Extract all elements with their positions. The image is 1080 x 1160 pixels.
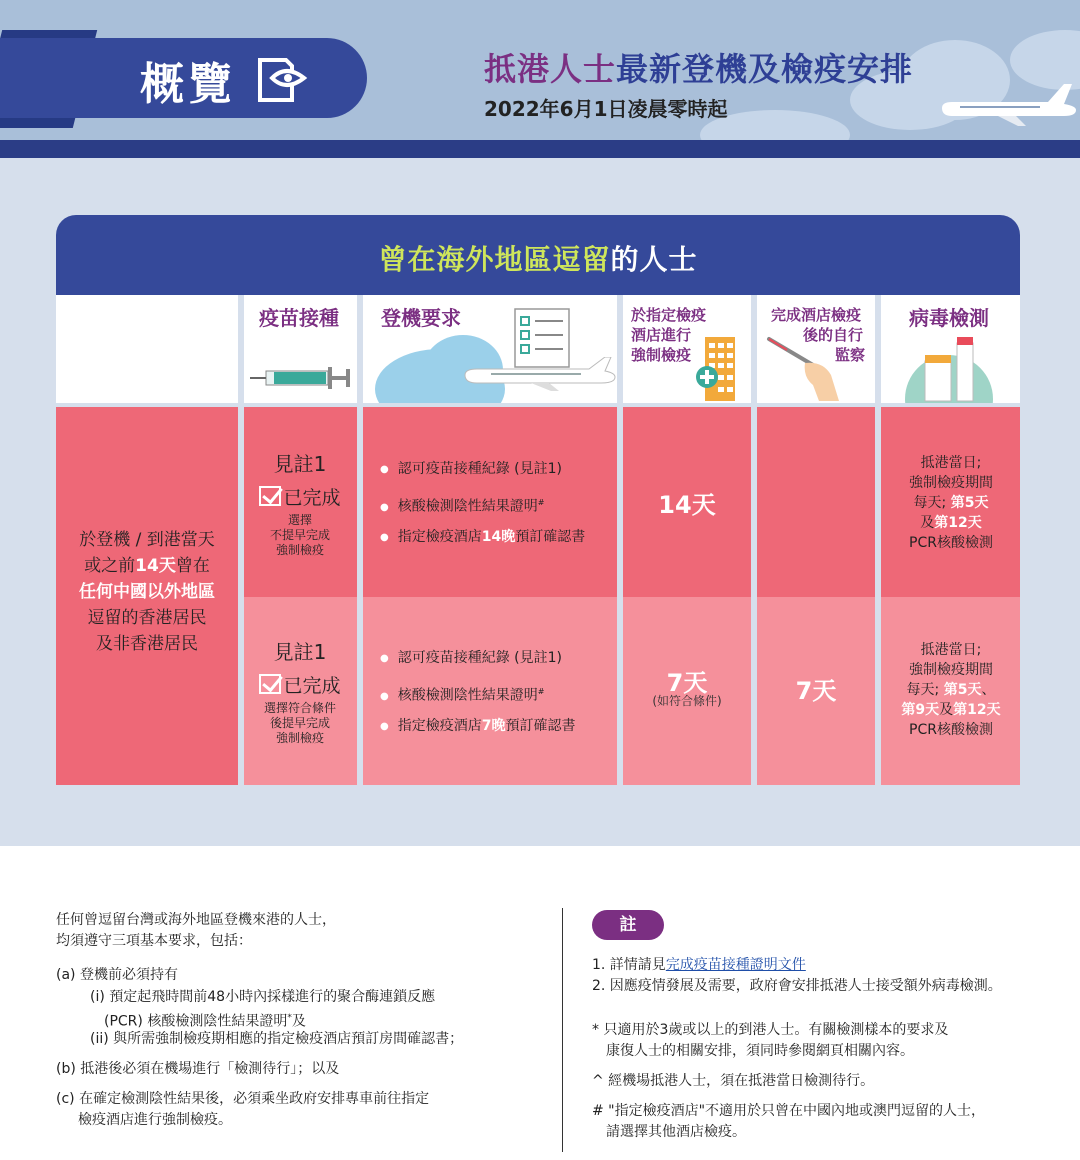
- row2-done: 已完成: [243, 671, 357, 698]
- vaccination-proof-link[interactable]: 完成疫苗接種證明文件: [665, 957, 806, 973]
- row1-done: 已完成: [243, 483, 357, 510]
- notes-label: 註: [592, 910, 664, 940]
- row1-self-cell: [757, 407, 875, 597]
- note-star-1: * 只適用於3歲或以上的到港人士。有關檢測樣本的要求及: [592, 1022, 949, 1038]
- syringe-icon: [246, 363, 354, 393]
- row1-virus-text: 抵港當日; 強制檢疫期間 每天; 第5天 及第12天 PCR核酸檢測: [909, 455, 993, 551]
- row2-hotel-condition: (如符合條件): [652, 694, 722, 708]
- note-1: 1. 詳情請見完成疫苗接種證明文件: [592, 957, 806, 973]
- hotel-building-icon: [695, 335, 741, 401]
- requirement-c-2: 檢疫酒店進行強制檢疫。: [78, 1112, 232, 1128]
- note-hash-1: # "指定檢疫酒店"不適用於只曾在中國內地或澳門逗留的人士，: [592, 1103, 986, 1119]
- requirements-intro-2: 均須遵守三項基本要求，包括：: [56, 933, 252, 949]
- table-title: 曾在海外地區逗留的人士: [378, 243, 698, 276]
- header-blank-cell: [56, 295, 238, 403]
- row2-bullet-2: ● 核酸檢測陰性結果證明#: [380, 683, 544, 706]
- requirements-intro-1: 任何曾逗留台灣或海外地區登機來港的人士，: [56, 912, 336, 928]
- column-self-label-2: 後的自行: [803, 326, 864, 344]
- row1-hotel-days: 14天: [658, 491, 716, 519]
- note-hash-2: 請選擇其他酒店檢疫。: [606, 1124, 746, 1140]
- column-hotel-label-3: 強制檢疫: [631, 346, 692, 364]
- column-hotel: [623, 295, 751, 403]
- column-hotel-label-2: 酒店進行: [631, 326, 692, 344]
- row2-hotel-days: 7天: [666, 669, 708, 697]
- check-icon: [259, 674, 281, 694]
- document-eye-icon: [256, 56, 308, 104]
- note-star-2: 康復人士的相關安排，須同時參閱網頁相關內容。: [606, 1043, 914, 1059]
- requirement-a-ii: (ii) 與所需強制檢疫期相應的指定檢疫酒店預訂房間確認書；: [90, 1031, 464, 1047]
- column-vaccine: [244, 295, 357, 403]
- note-caret: ^ 經機場抵港人士，須在抵港當日檢測待行。: [592, 1073, 875, 1089]
- test-tube-icon: [905, 337, 995, 403]
- column-virus: [881, 295, 1020, 403]
- row1-bullet-1: ● 認可疫苗接種紀錄 (見註1): [380, 460, 562, 479]
- column-self-label-1: 完成酒店檢疫: [771, 306, 862, 324]
- row1-see-note: 見註1: [273, 452, 327, 476]
- row2-bullet-3: ● 指定檢疫酒店7晚預訂確認書: [380, 717, 575, 736]
- page-subtitle: 2022年6月1日凌晨零時起: [484, 97, 728, 121]
- requirement-a: (a) 登機前必須持有: [56, 967, 178, 983]
- requirement-a-i-2: (PCR) 核酸檢測陰性結果證明*及: [104, 1013, 306, 1030]
- overview-heading: 概覽: [140, 59, 236, 110]
- left-category-text: 於登機 / 到港當天 或之前14天曾在 任何中國以外地區 逗留的香港居民 及非香港居民: [79, 530, 215, 654]
- column-self-label-3: 監察: [835, 346, 866, 364]
- column-divider: [562, 908, 563, 1152]
- requirement-a-i-1: (i) 預定起飛時間前48小時內採樣進行的聚合酶連鎖反應: [90, 989, 436, 1005]
- column-self-monitor: [757, 295, 875, 403]
- column-virus-label: 病毒檢測: [909, 306, 989, 330]
- requirement-b: (b) 抵港後必須在機場進行「檢測待行」；以及: [56, 1061, 340, 1077]
- row1-option: 選擇 不提早完成 強制檢疫: [269, 513, 330, 557]
- row2-bullet-1: ● 認可疫苗接種紀錄 (見註1): [380, 649, 562, 668]
- requirement-c-1: (c) 在確定檢測陰性結果後，必須乘坐政府安排專車前往指定: [56, 1091, 430, 1107]
- airplane-icon: [938, 78, 1080, 128]
- airplane-icon: [461, 357, 617, 391]
- row2-self-days: 7天: [795, 677, 837, 705]
- row1-bullet-2: ● 核酸檢測陰性結果證明#: [380, 494, 544, 517]
- note-2: 2. 因應疫情發展及需要，政府會安排抵港人士接受額外病毒檢測。: [592, 978, 1002, 994]
- row2-option: 選擇符合條件 後提早完成 強制檢疫: [263, 701, 336, 745]
- thermometer-hand-icon: [765, 335, 847, 401]
- row2-virus-text: 抵港當日; 強制檢疫期間 每天; 第5天、 第9天及第12天 PCR核酸檢測: [901, 642, 1001, 738]
- column-vaccine-label: 疫苗接種: [259, 306, 339, 330]
- column-boarding-label: 登機要求: [381, 306, 461, 330]
- column-hotel-label-1: 於指定檢疫: [631, 306, 707, 324]
- row1-bullet-3: ● 指定檢疫酒店14晚預訂確認書: [380, 528, 585, 547]
- column-boarding: [363, 295, 617, 403]
- header-banner: [0, 0, 1080, 158]
- check-icon: [259, 486, 281, 506]
- row2-see-note: 見註1: [273, 640, 327, 664]
- header-band: [0, 140, 1080, 158]
- page-title: 抵港人士最新登機及檢疫安排: [484, 50, 914, 88]
